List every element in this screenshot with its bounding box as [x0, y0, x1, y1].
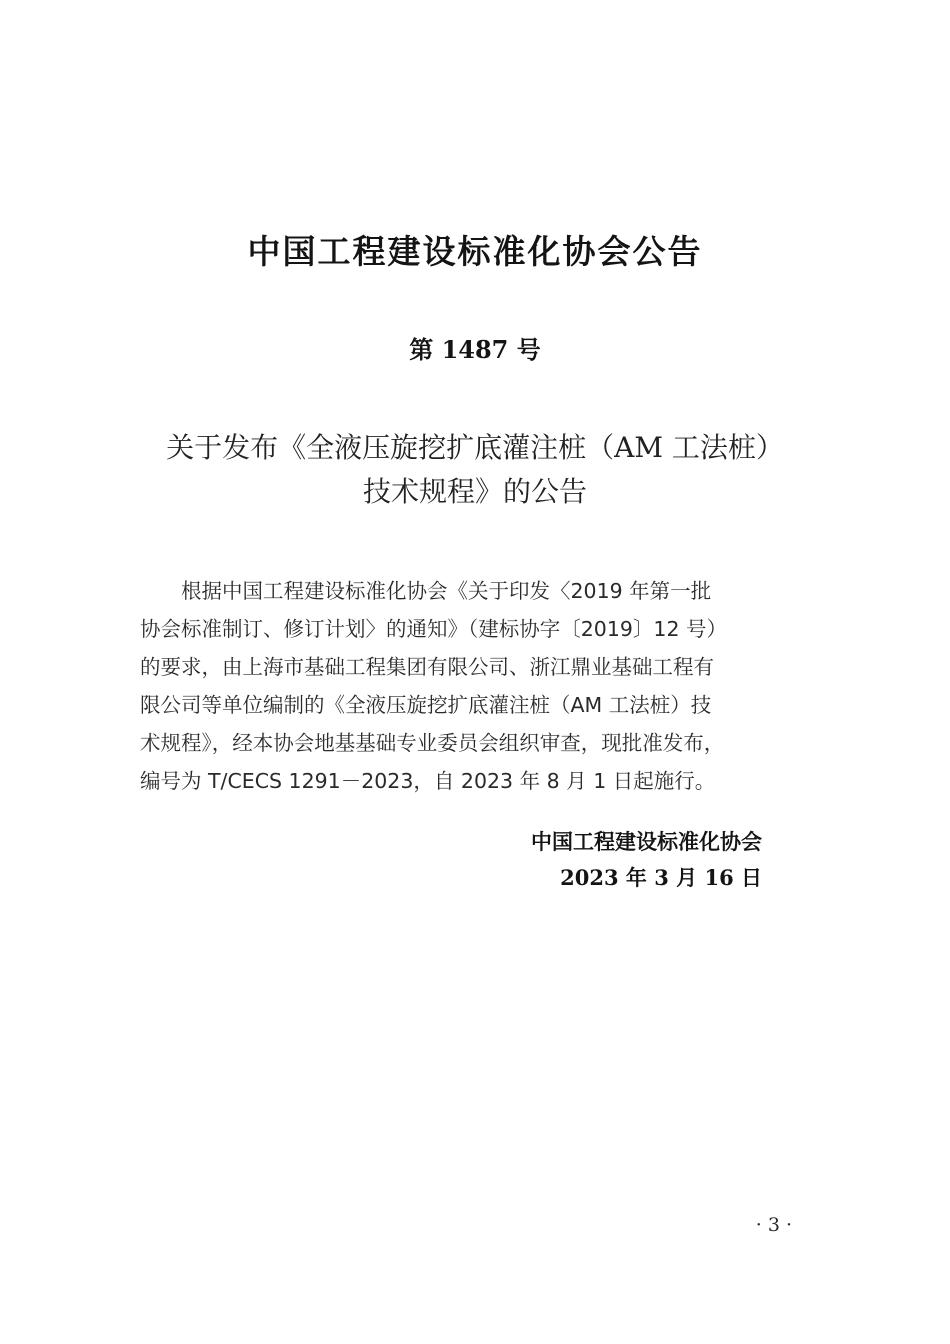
body-line: 编号为 T/CECS 1291－2023，自 2023 年 8 月 1 日起施行。 — [140, 769, 716, 793]
issue-date: 2023 年 3 月 16 日 — [560, 865, 762, 890]
body-line: 协会标准制订、修订计划〉的通知》（建标协字〔2019〕12 号） — [140, 617, 728, 641]
body-line: 根据中国工程建设标准化协会《关于印发〈2019 年第一批 — [181, 579, 712, 603]
announcement-body — [140, 572, 810, 800]
page-title: 中国工程建设标准化协会公告 — [247, 232, 703, 271]
page-number: · 3 · — [755, 1214, 792, 1236]
announcement-subject — [120, 426, 830, 514]
announcement-number: 第 1487 号 — [409, 335, 541, 364]
issuer-signature: 中国工程建设标准化协会 — [531, 830, 762, 854]
body-line: 限公司等单位编制的《全液压旋挖扩底灌注桩（AM 工法桩）技 — [140, 693, 712, 717]
body-line: 术规程》，经本协会地基基础专业委员会组织审查，现批准发布， — [140, 731, 725, 755]
subject-line: 技术规程》的公告 — [362, 475, 587, 508]
subject-line: 关于发布《全液压旋挖扩底灌注桩（AM 工法桩） — [166, 431, 784, 464]
body-line: 的要求，由上海市基础工程集团有限公司、浙江鼎业基础工程有 — [140, 655, 714, 679]
